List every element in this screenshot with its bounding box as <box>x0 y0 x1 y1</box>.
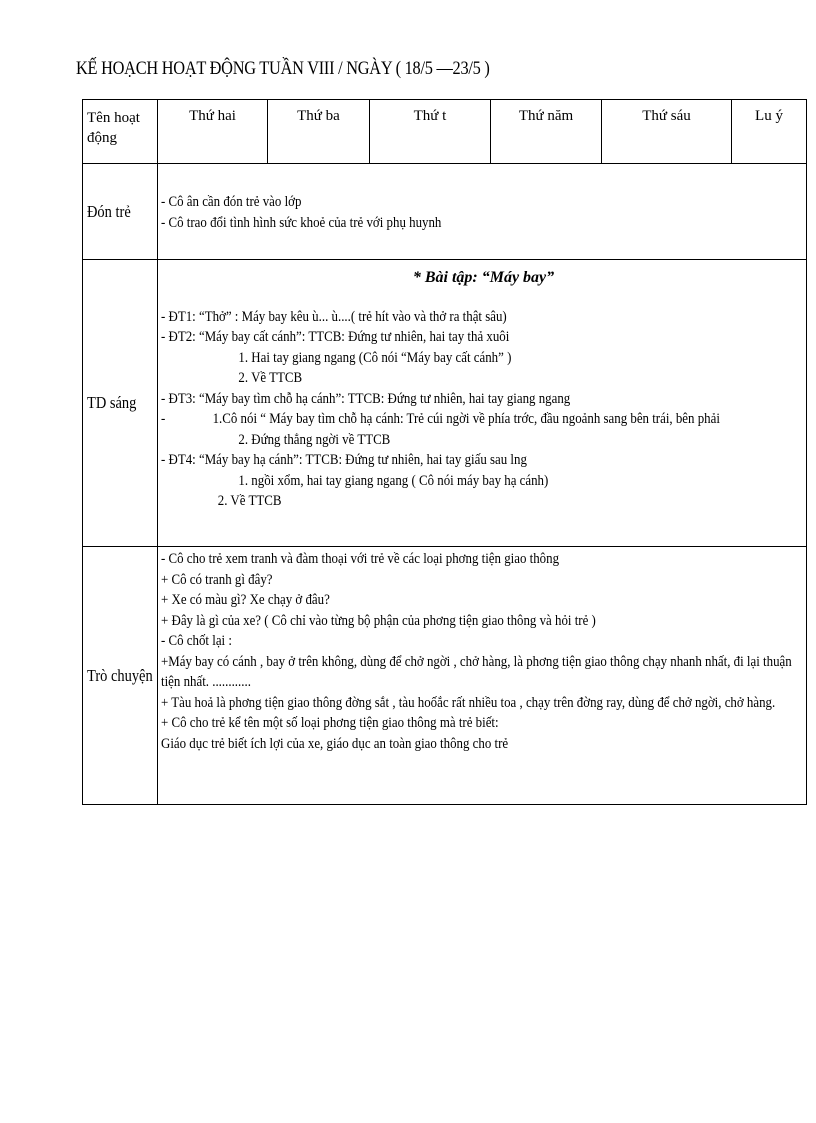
text-line: - Cô trao đổi tình hình sức khoẻ của trẻ với phụ huynh <box>161 214 442 231</box>
header-row <box>83 100 807 164</box>
text-fragment: 1.Cô nói “ Máy bay tìm chỗ hạ cánh: Trẻ cúi ngời về phía trớc, đầu ngoảnh sang bên trái, bên phải <box>212 411 720 427</box>
text-line: Giáo dục trẻ biết ích lợi của xe, giáo dục an toàn giao thông cho trẻ <box>161 735 509 752</box>
content-tro-chuyen <box>158 547 807 805</box>
text-line: - 1.Cô nói “ Máy bay tìm chỗ hạ cánh: Trẻ cúi ngời về phía trớc, đầu ngoảnh sang bên trái, bên phải <box>161 411 720 427</box>
text-line: - Cô ân cần đón trẻ vào lớp <box>161 194 302 210</box>
header-thursday: Thứ năm <box>491 100 602 164</box>
label-td-sang: TD sáng <box>83 260 158 547</box>
text-line: + Xe có màu gì? Xe chạy ở đâu? <box>161 592 330 608</box>
text-line: + Đây là gì của xe? ( Cô chỉ vào từng bộ phận của phơng tiện giao thông và hỏi trẻ ) <box>161 612 596 629</box>
header-wednesday: Thứ t <box>370 100 491 164</box>
text-line: - ĐT1: “Thở” : Máy bay kêu ù... ù....( trẻ hít vào và thở ra thật sâu) <box>161 308 507 325</box>
row-td-sang <box>83 260 807 547</box>
weekly-plan-table <box>82 99 807 805</box>
row-tro-chuyen <box>83 547 807 805</box>
header-activity-name: Tên hoạt động <box>83 100 158 164</box>
text-line: - Cô cho trẻ xem tranh và đàm thoại với trẻ về các loại phơng tiện giao thông <box>161 551 560 567</box>
text-line: 2. Đứng thẳng ngời về TTCB <box>238 431 391 448</box>
header-friday: Thứ sáu <box>602 100 732 164</box>
row-don-tre <box>83 164 807 260</box>
text-line: 2. Về TTCB <box>217 493 282 509</box>
text-line: 1. ngồi xổm, hai tay giang ngang ( Cô nói máy bay hạ cánh) <box>238 472 549 489</box>
text-line: 1. Hai tay giang ngang (Cô nói “Máy bay cất cánh” ) <box>238 349 512 366</box>
text-line: + Cô cho trẻ kể tên một số loại phơng tiện giao thông mà trẻ biết: <box>161 715 499 731</box>
label-don-tre: Đón trẻ <box>83 164 158 260</box>
text-line: - ĐT4: “Máy bay hạ cánh”: TTCB: Đứng tư nhiên, hai tay giấu sau lng <box>161 452 527 468</box>
page-title: KẾ HOẠCH HOẠT ĐỘNG TUẦN VIII / NGÀY ( 18/5 —23/5 ) <box>76 58 490 79</box>
text-line: + Cô có tranh gì đây? <box>161 571 273 588</box>
text-line: - ĐT3: “Máy bay tìm chỗ hạ cánh”: TTCB: Đứng tư nhiên, hai tay giang ngang <box>161 390 571 407</box>
exercise-title: * Bài tập: “Máy bay” <box>412 269 555 286</box>
header-monday: Thứ hai <box>158 100 268 164</box>
text-line: +Máy bay có cánh , bay ở trên không, dùng để chở ngời , chở hàng, là phơng tiện giao thông chạy nhanh nhất, đi lại thuận tiện nhất. ............ <box>161 653 792 690</box>
header-tuesday: Thứ ba <box>268 100 370 164</box>
text-line: - Cô chốt lại : <box>161 633 232 649</box>
text-line: + Tàu hoả là phơng tiện giao thông đờng sắt , tàu hoốắc rất nhiều toa , chạy trên đờng ray, dùng để chở ngời, chở hàng. <box>161 694 776 711</box>
content-don-tre <box>158 164 807 260</box>
label-tro-chuyen: Trò chuyện <box>83 547 158 805</box>
content-td-sang <box>158 260 807 547</box>
header-notes: Lu ý <box>732 100 807 164</box>
text-line: 2. Về TTCB <box>238 370 303 386</box>
text-line: - ĐT2: “Máy bay cất cánh”: TTCB: Đứng tư nhiên, hai tay thả xuôi <box>161 329 510 345</box>
